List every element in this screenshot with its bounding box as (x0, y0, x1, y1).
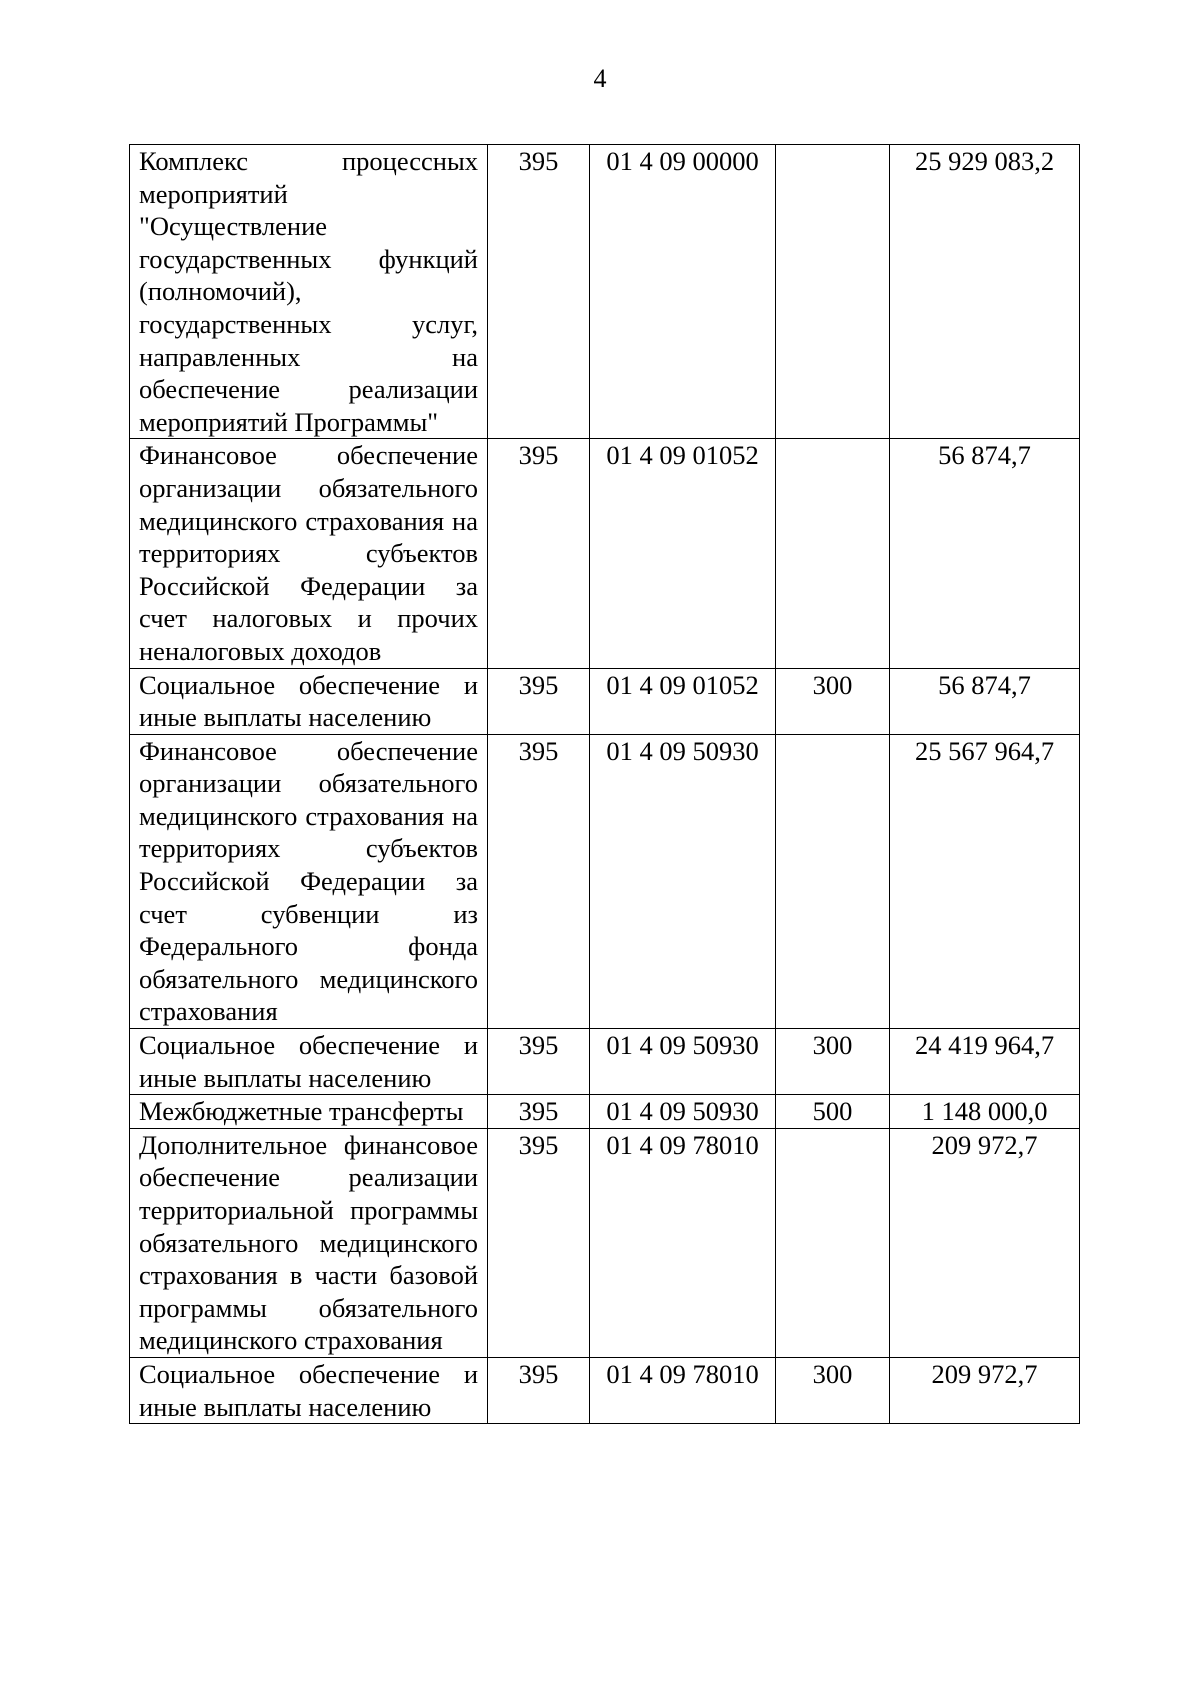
amount-cell: 25 567 964,7 (890, 734, 1080, 1028)
amount-cell: 1 148 000,0 (890, 1095, 1080, 1129)
budget-table-body (130, 145, 1080, 1424)
department-code-cell: 395 (488, 1357, 590, 1423)
table-row (130, 1128, 1080, 1357)
item-name-cell: Дополнительное финансовое обеспечение реализации территориальной программы обязательного медицинского страхования в части базовой программы обязательного медицинского страхования (130, 1128, 488, 1357)
target-article-cell: 01 4 09 78010 (590, 1128, 776, 1357)
target-article-cell: 01 4 09 78010 (590, 1357, 776, 1423)
item-name-cell: Финансовое обеспечение организации обязательного медицинского страхования на территориях субъектов Российской Федерации за счет субвенции из Федерального фонда обязательного медицинского страхования (130, 734, 488, 1028)
table-row (130, 1029, 1080, 1095)
item-name-cell: Социальное обеспечение и иные выплаты населению (130, 1357, 488, 1423)
table-row (130, 1357, 1080, 1423)
department-code-cell: 395 (488, 668, 590, 734)
department-code-cell: 395 (488, 734, 590, 1028)
target-article-cell: 01 4 09 01052 (590, 668, 776, 734)
expense-type-cell: 300 (776, 668, 890, 734)
department-code-cell: 395 (488, 1128, 590, 1357)
target-article-cell: 01 4 09 50930 (590, 1029, 776, 1095)
table-row (130, 145, 1080, 439)
table-row (130, 734, 1080, 1028)
expense-type-cell (776, 145, 890, 439)
table-row (130, 1095, 1080, 1129)
expense-type-cell: 300 (776, 1357, 890, 1423)
expense-type-cell (776, 1128, 890, 1357)
expense-type-cell: 500 (776, 1095, 890, 1129)
department-code-cell: 395 (488, 1095, 590, 1129)
target-article-cell: 01 4 09 01052 (590, 439, 776, 668)
table-row (130, 668, 1080, 734)
target-article-cell: 01 4 09 00000 (590, 145, 776, 439)
page-number: 4 (593, 64, 607, 93)
amount-cell: 24 419 964,7 (890, 1029, 1080, 1095)
budget-table (129, 144, 1080, 1424)
expense-type-cell (776, 734, 890, 1028)
item-name-cell: Финансовое обеспечение организации обязательного медицинского страхования на территориях субъектов Российской Федерации за счет налоговых и прочих неналоговых доходов (130, 439, 488, 668)
amount-cell: 56 874,7 (890, 439, 1080, 668)
item-name-cell: Социальное обеспечение и иные выплаты населению (130, 668, 488, 734)
amount-cell: 25 929 083,2 (890, 145, 1080, 439)
table-row (130, 439, 1080, 668)
item-name-cell: Межбюджетные трансферты (130, 1095, 488, 1129)
expense-type-cell: 300 (776, 1029, 890, 1095)
department-code-cell: 395 (488, 145, 590, 439)
item-name-cell: Социальное обеспечение и иные выплаты населению (130, 1029, 488, 1095)
department-code-cell: 395 (488, 439, 590, 668)
expense-type-cell (776, 439, 890, 668)
target-article-cell: 01 4 09 50930 (590, 1095, 776, 1129)
department-code-cell: 395 (488, 1029, 590, 1095)
amount-cell: 209 972,7 (890, 1128, 1080, 1357)
target-article-cell: 01 4 09 50930 (590, 734, 776, 1028)
item-name-cell: Комплекс процессных мероприятий "Осуществление государственных функций (полномочий), государственных услуг, направленных на обеспечение реализации мероприятий Программы" (130, 145, 488, 439)
amount-cell: 56 874,7 (890, 668, 1080, 734)
amount-cell: 209 972,7 (890, 1357, 1080, 1423)
